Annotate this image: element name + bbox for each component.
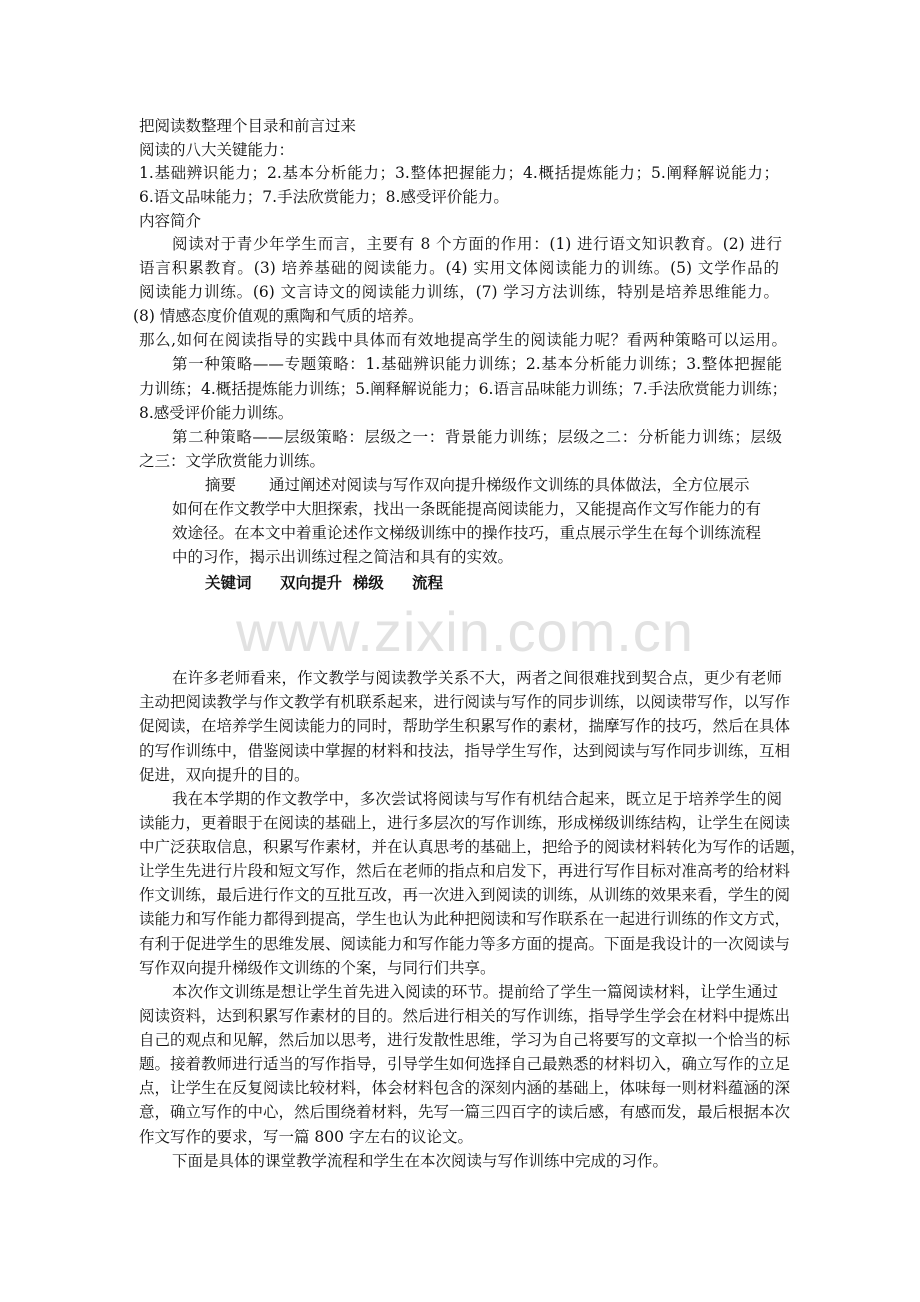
abstract-label: 摘要	[205, 476, 237, 494]
body-line: 我在本学期的作文教学中，多次尝试将阅读与写作有机结合起来，既立足于培养学生的阅	[172, 790, 782, 808]
paragraph-line: 阅读能力训练。(6) 文言诗文的阅读能力训练，(7) 学习方法训练，特别是培养思维能力。	[139, 283, 779, 301]
body-line: 读能力，更着眼于在阅读的基础上，进行多层次的写作训练，形成梯级训练结构，让学生在阅读	[139, 814, 791, 832]
paragraph-line: 阅读对于青少年学生而言，主要有 8 个方面的作用：(1) 进行语文知识教育。(2) 进行	[172, 235, 782, 253]
body-line: 促进，双向提升的目的。	[139, 766, 310, 784]
strategy-line: 力训练；4.概括提炼能力训练；5.阐释解说能力；6.语言品味能力训练；7.手法欣赏能力训练；	[139, 380, 788, 398]
body-line: 主动把阅读教学与作文教学有机联系起来，进行阅读与写作的同步训练，以阅读带写作，以写作	[139, 693, 791, 711]
strategy-line: 8.感受评价能力训练。	[139, 404, 294, 422]
keywords: 双向提升 梯级	[280, 574, 384, 592]
body-line: 作文训练，最后进行作文的互批互改，再一次进入到阅读的训练，从训练的效果来看，学生的阅	[139, 886, 791, 904]
body-line: 下面是具体的课堂教学流程和学生在本次阅读与写作训练中完成的习作。	[172, 1152, 669, 1170]
abstract-line: 通过阐述对阅读与写作双向提升梯级作文训练的具体做法，全方位展示	[269, 476, 750, 494]
keywords-label: 关键词	[205, 574, 252, 592]
skills-line: 1.基础辨识能力；2.基本分析能力；3.整体把握能力；4.概括提炼能力；5.阐释解说能力；	[139, 164, 779, 182]
body-line: 自己的观点和见解，然后加以思考，进行发散性思维，学习为自己将要写的文章拟一个恰当的标	[139, 1031, 791, 1049]
strategy-line: 第二种策略——层级策略：层级之一：背景能力训练；层级之二：分析能力训练；层级	[172, 428, 782, 446]
body-line: 阅读资料，达到积累写作素材的目的。然后进行相关的写作训练，指导学生学会在材料中提炼出	[139, 1007, 791, 1025]
paragraph-line: 语言积累教育。(3) 培养基础的阅读能力。(4) 实用文体阅读能力的训练。(5) 文学作品的	[139, 259, 779, 277]
paragraph-line: (8) 情感态度价值观的熏陶和气质的培养。	[133, 307, 424, 325]
body-line: 中广泛获取信息，积累写作素材，并在认真思考的基础上，把给予的阅读材料转化为写作的话题，	[139, 838, 806, 856]
body-line: 读能力和写作能力都得到提高，学生也认为此种把阅读和写作联系在一起进行训练的作文方式，	[139, 910, 791, 928]
body-line: 让学生先进行片段和短文写作，然后在老师的指点和启发下，再进行写作目标对准高考的给材料	[139, 862, 791, 880]
abstract-line: 如何在作文教学中大胆探索，找出一条既能提高阅读能力，又能提高作文写作能力的有	[172, 500, 762, 518]
body-line: 促阅读，在培养学生阅读能力的同时，帮助学生积累写作的素材，揣摩写作的技巧，然后在具体	[139, 717, 791, 735]
abstract-line: 效途径。在本文中着重论述作文梯级训练中的操作技巧，重点展示学生在每个训练流程	[172, 524, 762, 542]
skills-line: 6.语文品味能力；7.手法欣赏能力；8.感受评价能力。	[139, 188, 509, 206]
body-line: 有利于促进学生的思维发展、阅读能力和写作能力等多方面的提高。下面是我设计的一次阅读与	[139, 935, 791, 953]
doc-title: 把阅读数整理个目录和前言过来	[139, 117, 357, 135]
skills-heading: 阅读的八大关键能力：	[139, 141, 295, 159]
body-line: 点，让学生在反复阅读比较材料，体会材料包含的深刻内涵的基础上，体味每一则材料蕴涵的深	[139, 1079, 791, 1097]
strategy-line: 之三：文学欣赏能力训练。	[139, 452, 326, 470]
body-line: 本次作文训练是想让学生首先进入阅读的环节。提前给了学生一篇阅读材料，让学生通过	[172, 983, 778, 1001]
keyword: 流程	[412, 574, 444, 592]
body-line: 写作双向提升梯级作文训练的个案，与同行们共享。	[139, 959, 496, 977]
content-heading: 内容简介	[139, 212, 202, 230]
body-line: 意，确立写作的中心，然后围绕着材料，先写一篇三四百字的读后感，有感而发，最后根据本次	[139, 1103, 791, 1121]
paragraph-line: 那么,如何在阅读指导的实践中具体而有效地提高学生的阅读能力呢？看两种策略可以运用。	[139, 331, 787, 349]
watermark: www.zixin.com.cn	[236, 600, 694, 663]
body-line: 题。接着教师进行适当的写作指导，引导学生如何选择自己最熟悉的材料切入，确立写作的立足	[139, 1055, 791, 1073]
strategy-line: 第一种策略——专题策略：1.基础辨识能力训练；2.基本分析能力训练；3.整体把握能	[172, 355, 782, 373]
abstract-line: 中的习作，揭示出训练过程之简洁和具有的实效。	[172, 548, 514, 566]
body-line: 作文写作的要求，写一篇 800 字左右的议论文。	[139, 1128, 473, 1146]
body-line: 在许多老师看来，作文教学与阅读教学关系不大，两者之间很难找到契合点，更少有老师	[172, 669, 782, 687]
body-line: 的写作训练中，借鉴阅读中掌握的材料和技法，指导学生写作，达到阅读与写作同步训练，互相	[139, 742, 791, 760]
